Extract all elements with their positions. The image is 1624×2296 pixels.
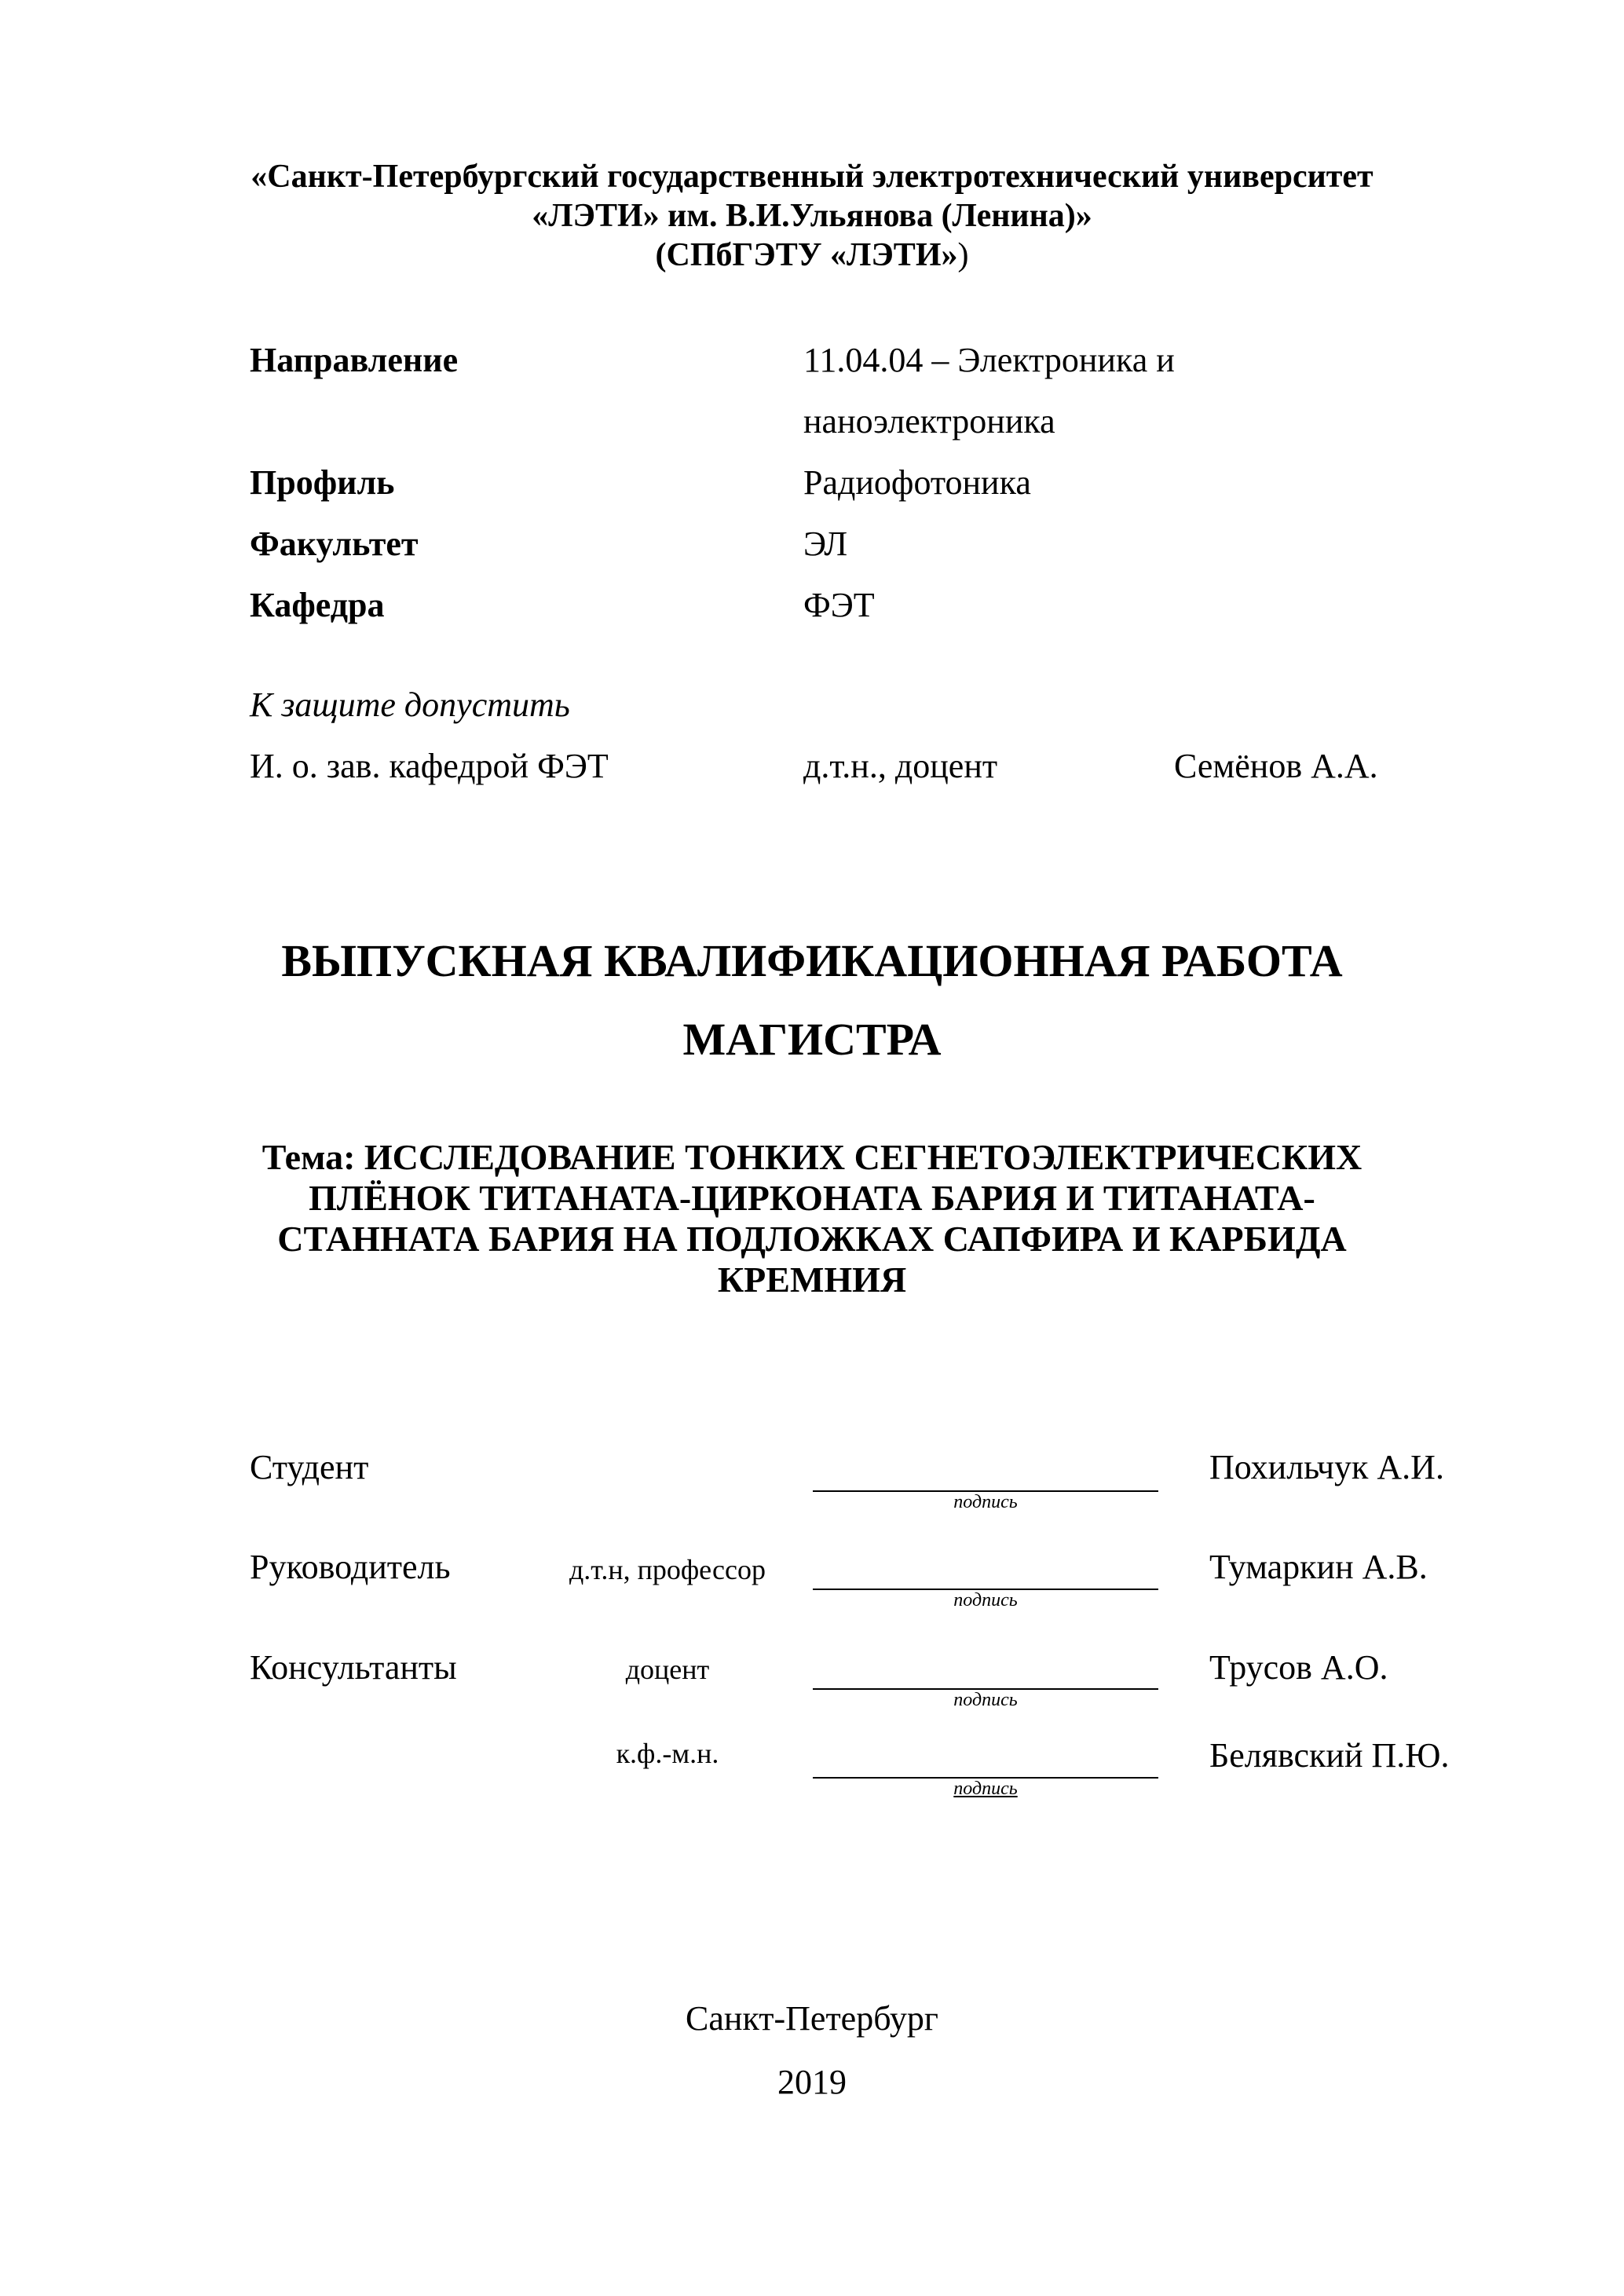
thesis-topic xyxy=(0,1137,1624,1300)
university-header xyxy=(0,157,1624,275)
direction-label: Направление xyxy=(250,341,459,379)
department-label: Кафедра xyxy=(250,586,385,624)
approval-degree: д.т.н., доцент xyxy=(803,747,998,785)
consultant2-signature-caption xyxy=(813,1779,1158,1800)
consultants-role: Консультанты xyxy=(250,1648,457,1687)
faculty-label: Факультет xyxy=(250,525,419,563)
supervisor-degree: д.т.н, профессор xyxy=(569,1554,766,1585)
profile-label: Профиль xyxy=(250,463,395,502)
thesis-title-line-2: МАГИСТРА xyxy=(682,1014,942,1065)
approval-name: Семёнов А.А. xyxy=(1174,747,1378,785)
student-role: Студент xyxy=(250,1448,369,1486)
university-abbreviation xyxy=(0,236,1624,275)
university-abbreviation-tail: ) xyxy=(957,237,969,273)
thesis-title-line-1: ВЫПУСКНАЯ КВАЛИФИКАЦИОННАЯ РАБОТА xyxy=(281,935,1343,986)
thesis-topic-line-1: Тема: ИССЛЕДОВАНИЕ ТОНКИХ СЕГНЕТОЭЛЕКТРИЧЕСКИХ xyxy=(262,1137,1362,1177)
consultant2-name: Белявский П.Ю. xyxy=(1209,1736,1450,1775)
year: 2019 xyxy=(777,2063,847,2101)
university-name-line-2: «ЛЭТИ» им. В.И.Ульянова (Ленина)» xyxy=(532,198,1092,234)
supervisor-signature-caption: подпись xyxy=(953,1590,1018,1610)
consultant2-signature-caption-text: подпись xyxy=(953,1779,1018,1799)
consultant1-name: Трусов А.О. xyxy=(1209,1648,1388,1687)
consultant2-degree: к.ф.-м.н. xyxy=(616,1738,719,1769)
thesis-topic-line-3: СТАННАТА БАРИЯ НА ПОДЛОЖКАХ САПФИРА И КАРБИДА xyxy=(277,1219,1347,1259)
student-signature-caption: подпись xyxy=(953,1492,1018,1512)
profile-value: Радиофотоника xyxy=(803,463,1031,502)
faculty-value: ЭЛ xyxy=(803,525,848,563)
university-abbreviation-text: (СПбГЭТУ «ЛЭТИ» xyxy=(655,237,958,273)
city: Санкт-Петербург xyxy=(686,1999,938,2038)
student-name: Похильчук А.И. xyxy=(1209,1448,1444,1486)
supervisor-role: Руководитель xyxy=(250,1548,451,1586)
direction-value-line-2: наноэлектроника xyxy=(803,402,1055,441)
department-value: ФЭТ xyxy=(803,586,875,624)
thesis-topic-line-4: КРЕМНИЯ xyxy=(717,1260,907,1300)
supervisor-name: Тумаркин А.В. xyxy=(1209,1548,1428,1586)
thesis-topic-line-2: ПЛЁНОК ТИТАНАТА-ЦИРКОНАТА БАРИЯ И ТИТАНАТА- xyxy=(309,1178,1315,1218)
university-name-line-1: «Санкт-Петербургский государственный электротехнический университет xyxy=(251,159,1373,195)
defense-approval-label: К защите допустить xyxy=(250,686,570,724)
consultant1-signature-caption: подпись xyxy=(953,1690,1018,1710)
direction-value-line-1: 11.04.04 – Электроника и xyxy=(803,341,1175,379)
approval-position: И. о. зав. кафедрой ФЭТ xyxy=(250,747,609,785)
consultant1-degree: доцент xyxy=(625,1654,710,1685)
